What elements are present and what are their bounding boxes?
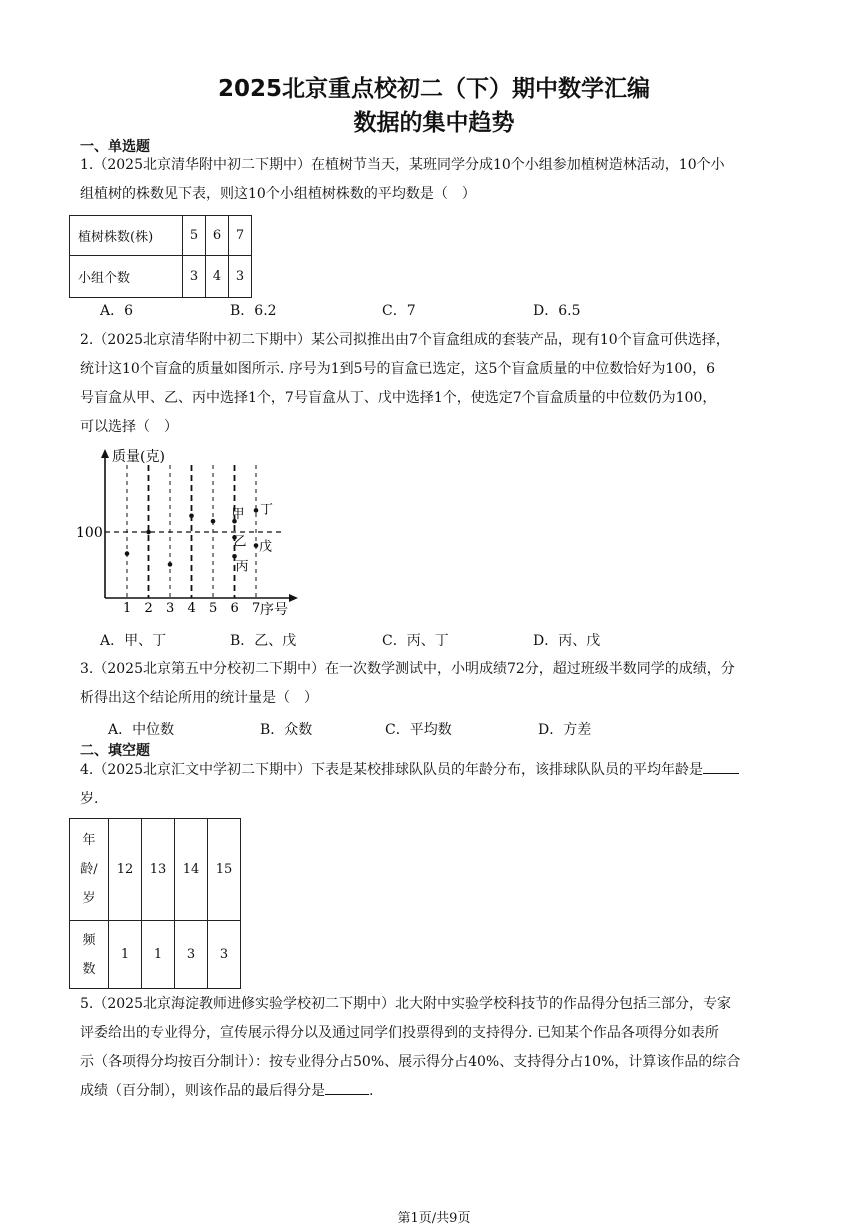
data-point — [168, 562, 173, 567]
q4-answer-blank[interactable] — [703, 759, 739, 774]
x-tick-label: 4 — [187, 601, 196, 616]
x-tick-label: 1 — [123, 601, 132, 616]
q1-cell: 3 — [183, 256, 206, 298]
q3-option-d[interactable]: D．方差 — [538, 722, 592, 738]
q4-cell: 15 — [208, 819, 241, 921]
q1-cell: 7 — [229, 216, 252, 256]
q2-chart — [70, 445, 310, 620]
x-tick-label: 6 — [230, 601, 239, 616]
q4-row1-header: 年 龄/ 岁 — [70, 819, 109, 921]
q1-cell: 3 — [229, 256, 252, 298]
data-point — [146, 530, 151, 535]
x-axis-label: 序号 — [260, 602, 288, 618]
q2-option-b[interactable]: B．乙、戊 — [230, 633, 297, 649]
q1-row1-header: 植树株数(株) — [70, 216, 183, 256]
q1-cell: 5 — [183, 216, 206, 256]
q1-option-b[interactable]: B．6.2 — [230, 303, 277, 319]
q1-cell: 6 — [206, 216, 229, 256]
data-point — [254, 543, 259, 548]
point-label: 甲 — [231, 507, 245, 523]
q4-cell: 1 — [109, 921, 142, 989]
y-axis-arrow-icon — [101, 449, 109, 458]
point-label: 戊 — [259, 539, 273, 555]
x-tick-label: 5 — [209, 601, 218, 616]
x-tick-label: 7 — [252, 601, 261, 616]
x-axis-arrow-icon — [289, 594, 298, 602]
q4-cell: 14 — [175, 819, 208, 921]
x-tick-label: 3 — [166, 601, 175, 616]
data-point — [211, 519, 216, 524]
q4-cell: 3 — [208, 921, 241, 989]
data-point — [254, 508, 259, 513]
q2-option-a[interactable]: A．甲、丁 — [100, 633, 167, 649]
q3-option-a[interactable]: A．中位数 — [108, 722, 175, 738]
data-point — [189, 514, 194, 519]
q2-option-d[interactable]: D．丙、戊 — [533, 633, 601, 649]
page-footer: 第1页/共9页 — [397, 1211, 471, 1226]
q1-stem: 1.（2025北京清华附中初二下期中）在植树节当天，某班同学分成10个小组参加植树造林活动，10个小 组植树的株数见下表，则这10个小组植树株数的平均数是（ ） — [80, 157, 725, 202]
data-point — [232, 554, 237, 559]
q1-option-c[interactable]: C．7 — [382, 303, 416, 319]
q1-option-d[interactable]: D．6.5 — [533, 303, 581, 319]
y-axis-label: 质量(克) — [112, 449, 165, 465]
q4-row2-header: 频 数 — [70, 921, 109, 989]
q4-table — [69, 818, 241, 989]
q3-stem: 3.（2025北京第五中分校初二下期中）在一次数学测试中，小明成绩72分，超过班级半数同学的成绩，分 析得出这个结论所用的统计量是（ ） — [80, 661, 735, 706]
point-label: 丁 — [260, 502, 274, 518]
data-point — [125, 551, 130, 556]
section-fill-in: 二、填空题 — [80, 743, 150, 759]
doc-subtitle: 数据的集中趋势 — [353, 110, 515, 136]
q2-stem: 2.（2025北京清华附中初二下期中）某公司拟推出由7个盲盒组成的套装产品，现有10个盲盒可供选择， 统计这10个盲盒的质量如图所示. 序号为1到5号的盲盒已选定，这5个盲盒质量的中位数恰好为100，6 号盲盒从甲、乙、丙中选择1个，7号盲盒从丁、戊中选择1个，使选定7个盲盒质量的中位数仍为100， 可以选择（ ） — [80, 332, 730, 435]
q5-stem: 5.（2025北京海淀教师进修实验学校初二下期中）北大附中实验学校科技节的作品得分包括三部分，专家 评委给出的专业得分，宣传展示得分以及通过同学们投票得到的支持得分. 已知某个作品各项得分如表所 示（各项得分均按百分制计）：按专业得分占50%、展示得分占40%、支持得分占10%，计算该作品的综合 成绩（百分制），则该作品的最后得分是 . — [80, 996, 741, 1099]
q3-option-c[interactable]: C．平均数 — [385, 722, 452, 738]
section-single-choice: 一、单选题 — [80, 139, 150, 155]
q1-option-a[interactable]: A．6 — [100, 303, 134, 319]
q3-option-b[interactable]: B．众数 — [260, 722, 313, 738]
point-label: 乙 — [233, 534, 247, 550]
q4-cell: 3 — [175, 921, 208, 989]
q2-option-c[interactable]: C．丙、丁 — [382, 633, 449, 649]
doc-title: 2025北京重点校初二（下）期中数学汇编 — [217, 76, 650, 102]
q1-cell: 4 — [206, 256, 229, 298]
q5-answer-blank[interactable] — [325, 1080, 369, 1095]
x-tick-label: 2 — [144, 601, 153, 616]
y-ref-label: 100 — [76, 525, 103, 541]
q4-cell: 1 — [142, 921, 175, 989]
q4-stem: 4.（2025北京汇文中学初二下期中）下表是某校排球队队员的年龄分布，该排球队队员的平均年龄是 岁. — [80, 756, 792, 814]
q1-table — [69, 215, 252, 298]
point-label: 丙 — [235, 559, 249, 575]
q4-cell: 12 — [109, 819, 142, 921]
q4-cell: 13 — [142, 819, 175, 921]
q1-row2-header: 小组个数 — [70, 256, 183, 298]
